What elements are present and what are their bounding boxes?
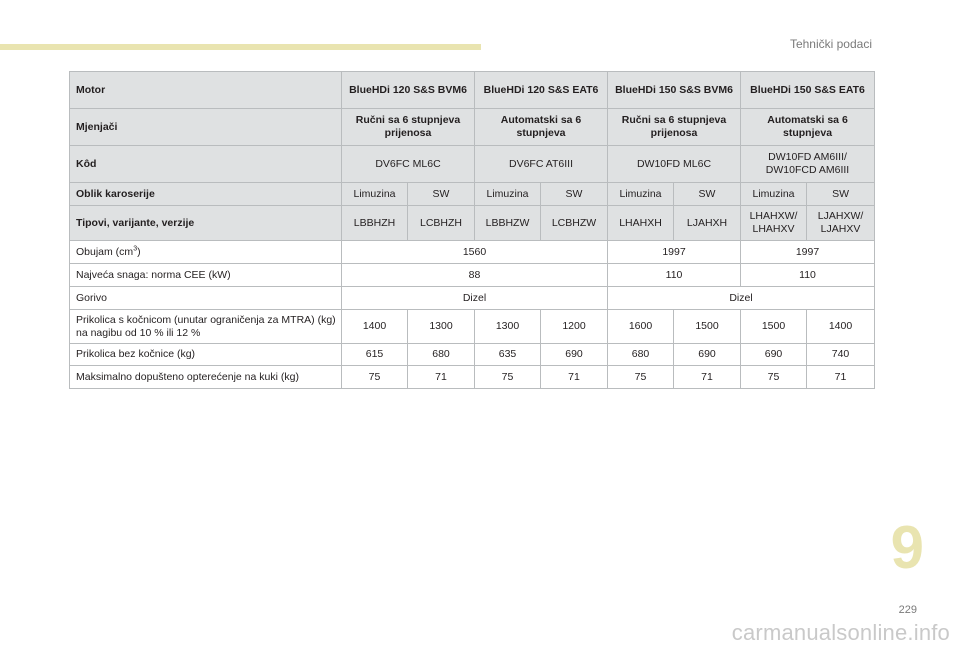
table-cell: BlueHDi 150 S&S BVM6 — [608, 72, 741, 109]
table-cell: 110 — [608, 264, 741, 287]
table-cell: 1560 — [342, 241, 608, 264]
table-cell: 1500 — [674, 310, 741, 344]
table-cell: LCBHZW — [541, 206, 608, 241]
table-cell: Automatski sa 6 stupnjeva — [475, 109, 608, 146]
row-label-code: Kôd — [70, 146, 342, 183]
table-cell: 71 — [674, 366, 741, 389]
watermark: carmanualsonline.info — [731, 620, 950, 645]
table-cell: Ručni sa 6 stupnjeva prijenosa — [608, 109, 741, 146]
table-cell: LJAHXH — [674, 206, 741, 241]
table-cell: SW — [408, 183, 475, 206]
table-row-code — [70, 146, 875, 183]
table-cell: LBBHZH — [342, 206, 408, 241]
row-label-body: Oblik karoserije — [70, 183, 342, 206]
table-cell: 71 — [408, 366, 475, 389]
table-row-fuel — [70, 287, 875, 310]
table-cell: 1997 — [608, 241, 741, 264]
table-cell: 1400 — [807, 310, 875, 344]
table-cell: 1300 — [408, 310, 475, 344]
table-cell: 75 — [608, 366, 674, 389]
table-cell: LJAHXW/ LJAHXV — [807, 206, 875, 241]
table-cell: 740 — [807, 344, 875, 366]
table-row-braked-trailer — [70, 310, 875, 344]
table-cell: 1500 — [741, 310, 807, 344]
table-cell: DV6FC ML6C — [342, 146, 475, 183]
table-cell: Limuzina — [741, 183, 807, 206]
technical-data-table — [69, 71, 875, 389]
table-cell: BlueHDi 150 S&S EAT6 — [741, 72, 875, 109]
table-cell: 110 — [741, 264, 875, 287]
table-row-types — [70, 206, 875, 241]
table-cell: SW — [541, 183, 608, 206]
table-row-gearbox — [70, 109, 875, 146]
row-label-braked-trailer: Prikolica s kočnicom (unutar ograničenja za MTRA) (kg) na nagibu od 10 % ili 12 % — [70, 310, 342, 344]
table-cell: BlueHDi 120 S&S EAT6 — [475, 72, 608, 109]
table-cell: Ručni sa 6 stupnjeva prijenosa — [342, 109, 475, 146]
table-row-unbraked-trailer — [70, 344, 875, 366]
table-row-power — [70, 264, 875, 287]
table-cell: 690 — [674, 344, 741, 366]
row-label-fuel: Gorivo — [70, 287, 342, 310]
table-cell: LHAHXW/ LHAHXV — [741, 206, 807, 241]
table-cell: 680 — [608, 344, 674, 366]
table-cell: 615 — [342, 344, 408, 366]
table-cell: SW — [674, 183, 741, 206]
table-cell: 75 — [475, 366, 541, 389]
table-cell: 680 — [408, 344, 475, 366]
table-cell: 1997 — [741, 241, 875, 264]
row-label-gearbox: Mjenjači — [70, 109, 342, 146]
table-cell: 1400 — [342, 310, 408, 344]
row-label-displacement: Obujam $(cm^3)$ — [70, 241, 342, 264]
table-cell: LCBHZH — [408, 206, 475, 241]
table-cell: 635 — [475, 344, 541, 366]
table-cell: SW — [807, 183, 875, 206]
table-cell: Limuzina — [342, 183, 408, 206]
table-cell: LBBHZW — [475, 206, 541, 241]
table-cell: LHAHXH — [608, 206, 674, 241]
table-cell: Limuzina — [475, 183, 541, 206]
table-row-motor — [70, 72, 875, 109]
table-cell: Automatski sa 6 stupnjeva — [741, 109, 875, 146]
table-cell: BlueHDi 120 S&S BVM6 — [342, 72, 475, 109]
section-title: Tehnički podaci — [789, 37, 872, 51]
table-cell: Dizel — [342, 287, 608, 310]
row-label-power: Najveća snaga: norma CEE (kW) — [70, 264, 342, 287]
table-cell: DW10FD ML6C — [608, 146, 741, 183]
table-cell: 71 — [807, 366, 875, 389]
table-row-towbar-load — [70, 366, 875, 389]
table-row-displacement — [70, 241, 875, 264]
chapter-number: 9 — [890, 514, 924, 581]
table-cell: 1600 — [608, 310, 674, 344]
table-cell: DV6FC AT6III — [475, 146, 608, 183]
table-cell: 75 — [741, 366, 807, 389]
row-label-unbraked-trailer: Prikolica bez kočnice (kg) — [70, 344, 342, 366]
row-label-towbar-load: Maksimalno dopušteno opterećenje na kuki (kg) — [70, 366, 342, 389]
table-cell: 690 — [541, 344, 608, 366]
table-cell: 1300 — [475, 310, 541, 344]
table-cell: DW10FD AM6III/ DW10FCD AM6III — [741, 146, 875, 183]
row-label-types: Tipovi, varijante, verzije — [70, 206, 342, 241]
table-cell: 71 — [541, 366, 608, 389]
header-accent-bar — [0, 44, 481, 50]
table-cell: 690 — [741, 344, 807, 366]
table-cell: 88 — [342, 264, 608, 287]
table-cell: Limuzina — [608, 183, 674, 206]
page-number: 229 — [898, 604, 917, 616]
row-label-motor: Motor — [70, 72, 342, 109]
table-cell: Dizel — [608, 287, 875, 310]
table-cell: 1200 — [541, 310, 608, 344]
table-row-body — [70, 183, 875, 206]
table-cell: 75 — [342, 366, 408, 389]
